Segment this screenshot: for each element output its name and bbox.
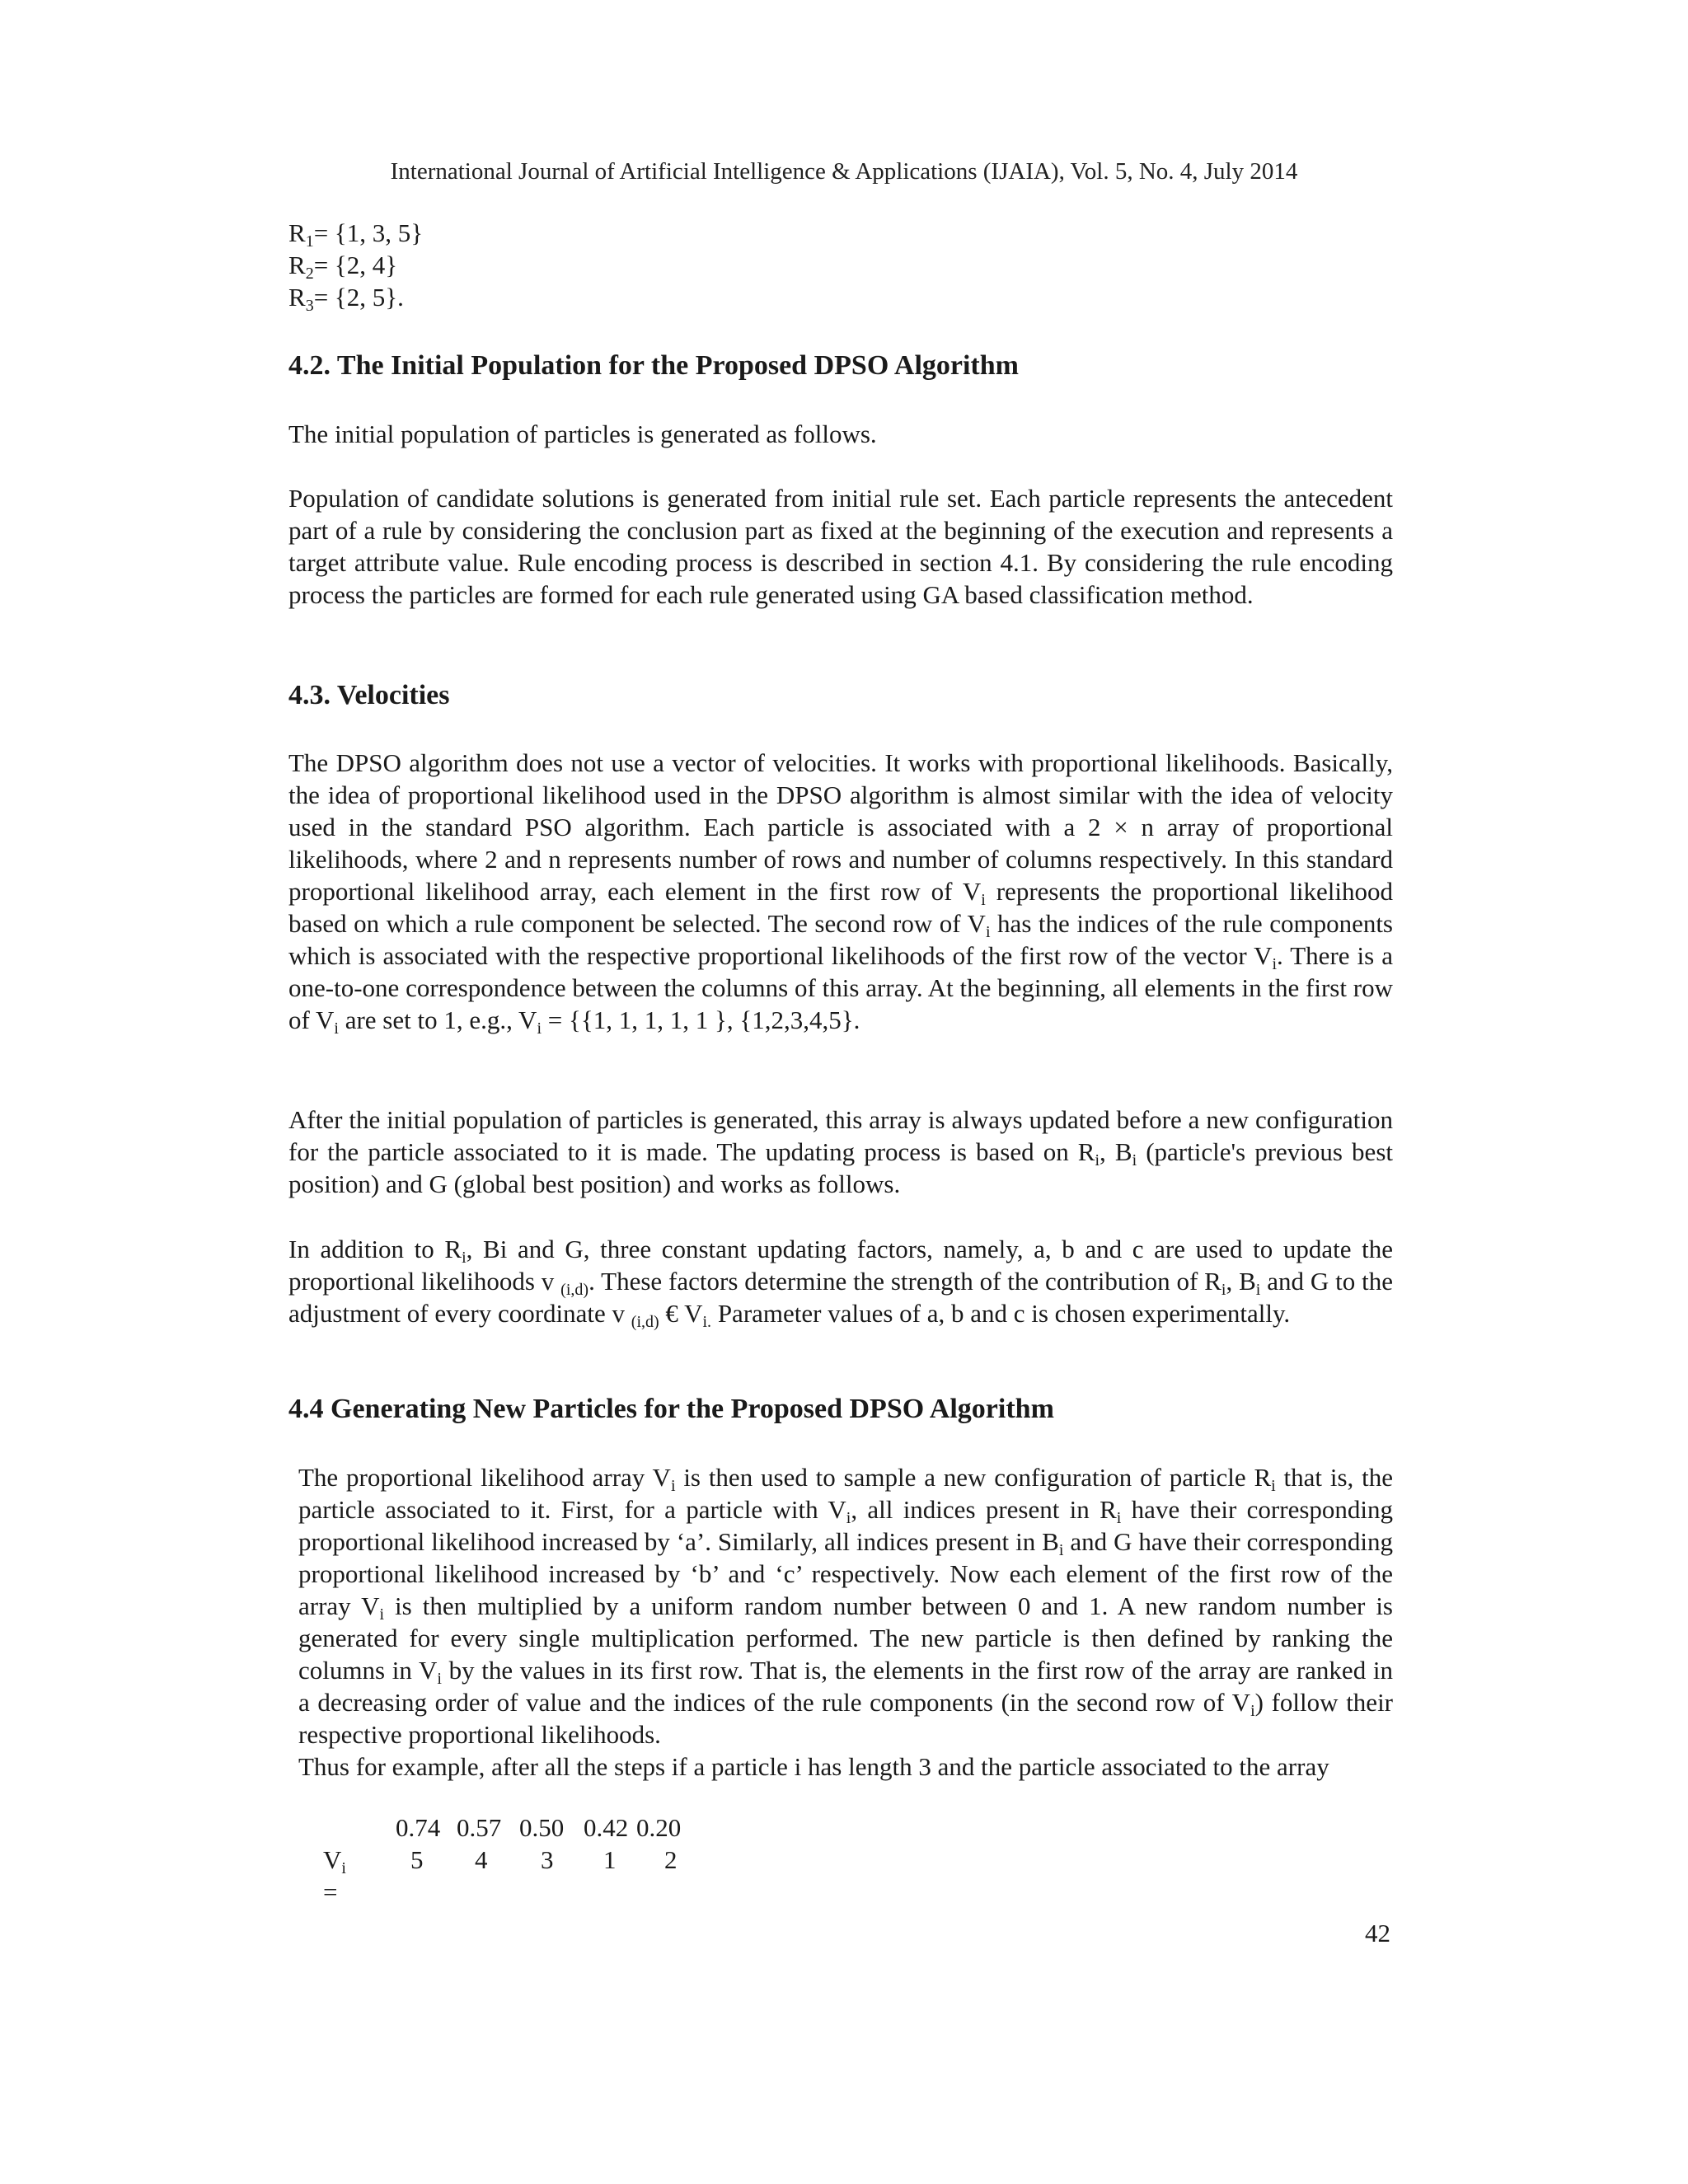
- rule-set-1: $R_1= \{1$, 3, 5}: [288, 218, 424, 251]
- matrix-cell: 2: [664, 1845, 678, 1874]
- matrix-cell: 0.74: [396, 1813, 441, 1842]
- section-4-4-heading: 4.4 Generating New Particles for the Proposed DPSO Algorithm: [288, 1394, 1054, 1424]
- matrix-cell: 0.57: [457, 1813, 502, 1842]
- matrix-cell: 0.50: [519, 1813, 565, 1842]
- matrix-cell: 5: [410, 1845, 424, 1874]
- section-4-3-paragraph-1: The DPSO algorithm does not use a vector of velocities. It works with proportional likelihoods. Basically, the idea of proportional likelihood used in the DPSO algorithm is almost similar with the idea of velocity used in the standard PSO algorithm. Each particle is associated with a 2 × n array of proportional likelihoods, where 2 and n represents number of rows and number of columns respectively. In this standard proportional likelihood array, each element in the first row of $V_i$ represents the proportional likelihood based on which a rule component be selected. The second row of $V_i$ has the indices of the rule components which is associated with the respective proportional likelihoods of the first row of the vector $V_i$. There is a one-to-one correspondence between the columns of this array. At the beginning, all elements in the first row of $V_i$ are set to 1, e.g., $V_i = \{\{1$, 1, 1, 1, 1 }, {1,2,3,4,5}.: [288, 748, 1393, 1038]
- section-4-2: [288, 349, 1393, 382]
- section-4-4-paragraph-2: Thus for example, after all the steps if a particle i has length 3 and the particle associated to the array: [298, 1752, 1329, 1781]
- section-4-3-paragraph-3: In addition to $R_i$, Bi and G, three constant updating factors, namely, a, b and c are used to update the proportional likelihoods v $_{(i,d)}$. These factors determine the strength of the contribution of $R_i$, $B_i$ and G to the adjustment of every coordinate v $_{(i,d)}$ € $V_{i.}$ Parameter values of a, b and c is chosen experimentally.: [288, 1235, 1393, 1331]
- running-head: International Journal of Artificial Intelligence & Applications (IJAIA), Vol. 5, No. 4, July 2014: [390, 158, 1298, 185]
- matrix-cell: 4: [475, 1845, 488, 1874]
- matrix-cell: 0.20: [636, 1813, 682, 1842]
- section-4-2-intro: The initial population of particles is generated as follows.: [288, 419, 877, 448]
- matrix-label: $V_i$ =: [323, 1845, 346, 1906]
- matrix-cell: 1: [603, 1845, 617, 1874]
- section-4-3: [288, 679, 1393, 712]
- page-number: 42: [1365, 1919, 1390, 1947]
- section-4-3-paragraph-2: After the initial population of particles is generated, this array is always updated before a new configuration for the particle associated to it is made. The updating process is based on $R_i$, $B_i$ (particle's previous best position) and G (global best position) and works as follows.: [288, 1105, 1393, 1198]
- section-4-4-paragraph-1: The proportional likelihood array $V_i$ is then used to sample a new configuration of particle $R_i$ that is, the particle associated to it. First, for a particle with $V_i$, all indices present in $R_i$ have their corresponding proportional likelihood increased by ‘a’. Similarly, all indices present in $B_i$ and G have their corresponding proportional likelihood increased by ‘b’ and ‘c’ respectively. Now each element of the first row of the array $V_i$ is then multiplied by a uniform random number between 0 and 1. A new random number is generated for every single multiplication performed. The new particle is then defined by ranking the columns in $V_i$ by the values in its first row. That is, the elements in the first row of the array are ranked in a decreasing order of value and the indices of the rule components (in the second row of $V_i$) follow their respective proportional likelihoods.: [298, 1463, 1394, 1749]
- section-4-4: [288, 1393, 1393, 1426]
- matrix-cell: 3: [541, 1845, 554, 1874]
- rule-set-2: $R_2= \{2$, 4}: [288, 251, 398, 283]
- rule-set-list: [288, 217, 1393, 313]
- rule-set-3: $R_3= \{2$, 5}.: [288, 283, 404, 315]
- section-4-2-heading: 4.2. The Initial Population for the Proposed DPSO Algorithm: [288, 350, 1019, 381]
- matrix-cell: 0.42: [584, 1813, 629, 1842]
- section-4-2-body: Population of candidate solutions is generated from initial rule set. Each particle represents the antecedent part of a rule by considering the conclusion part as fixed at the beginning of the execution and represents a target attribute value. Rule encoding process is described in section 4.1. By considering the rule encoding process the particles are formed for each rule generated using GA based classification method.: [288, 484, 1393, 609]
- section-4-3-heading: 4.3. Velocities: [288, 680, 450, 710]
